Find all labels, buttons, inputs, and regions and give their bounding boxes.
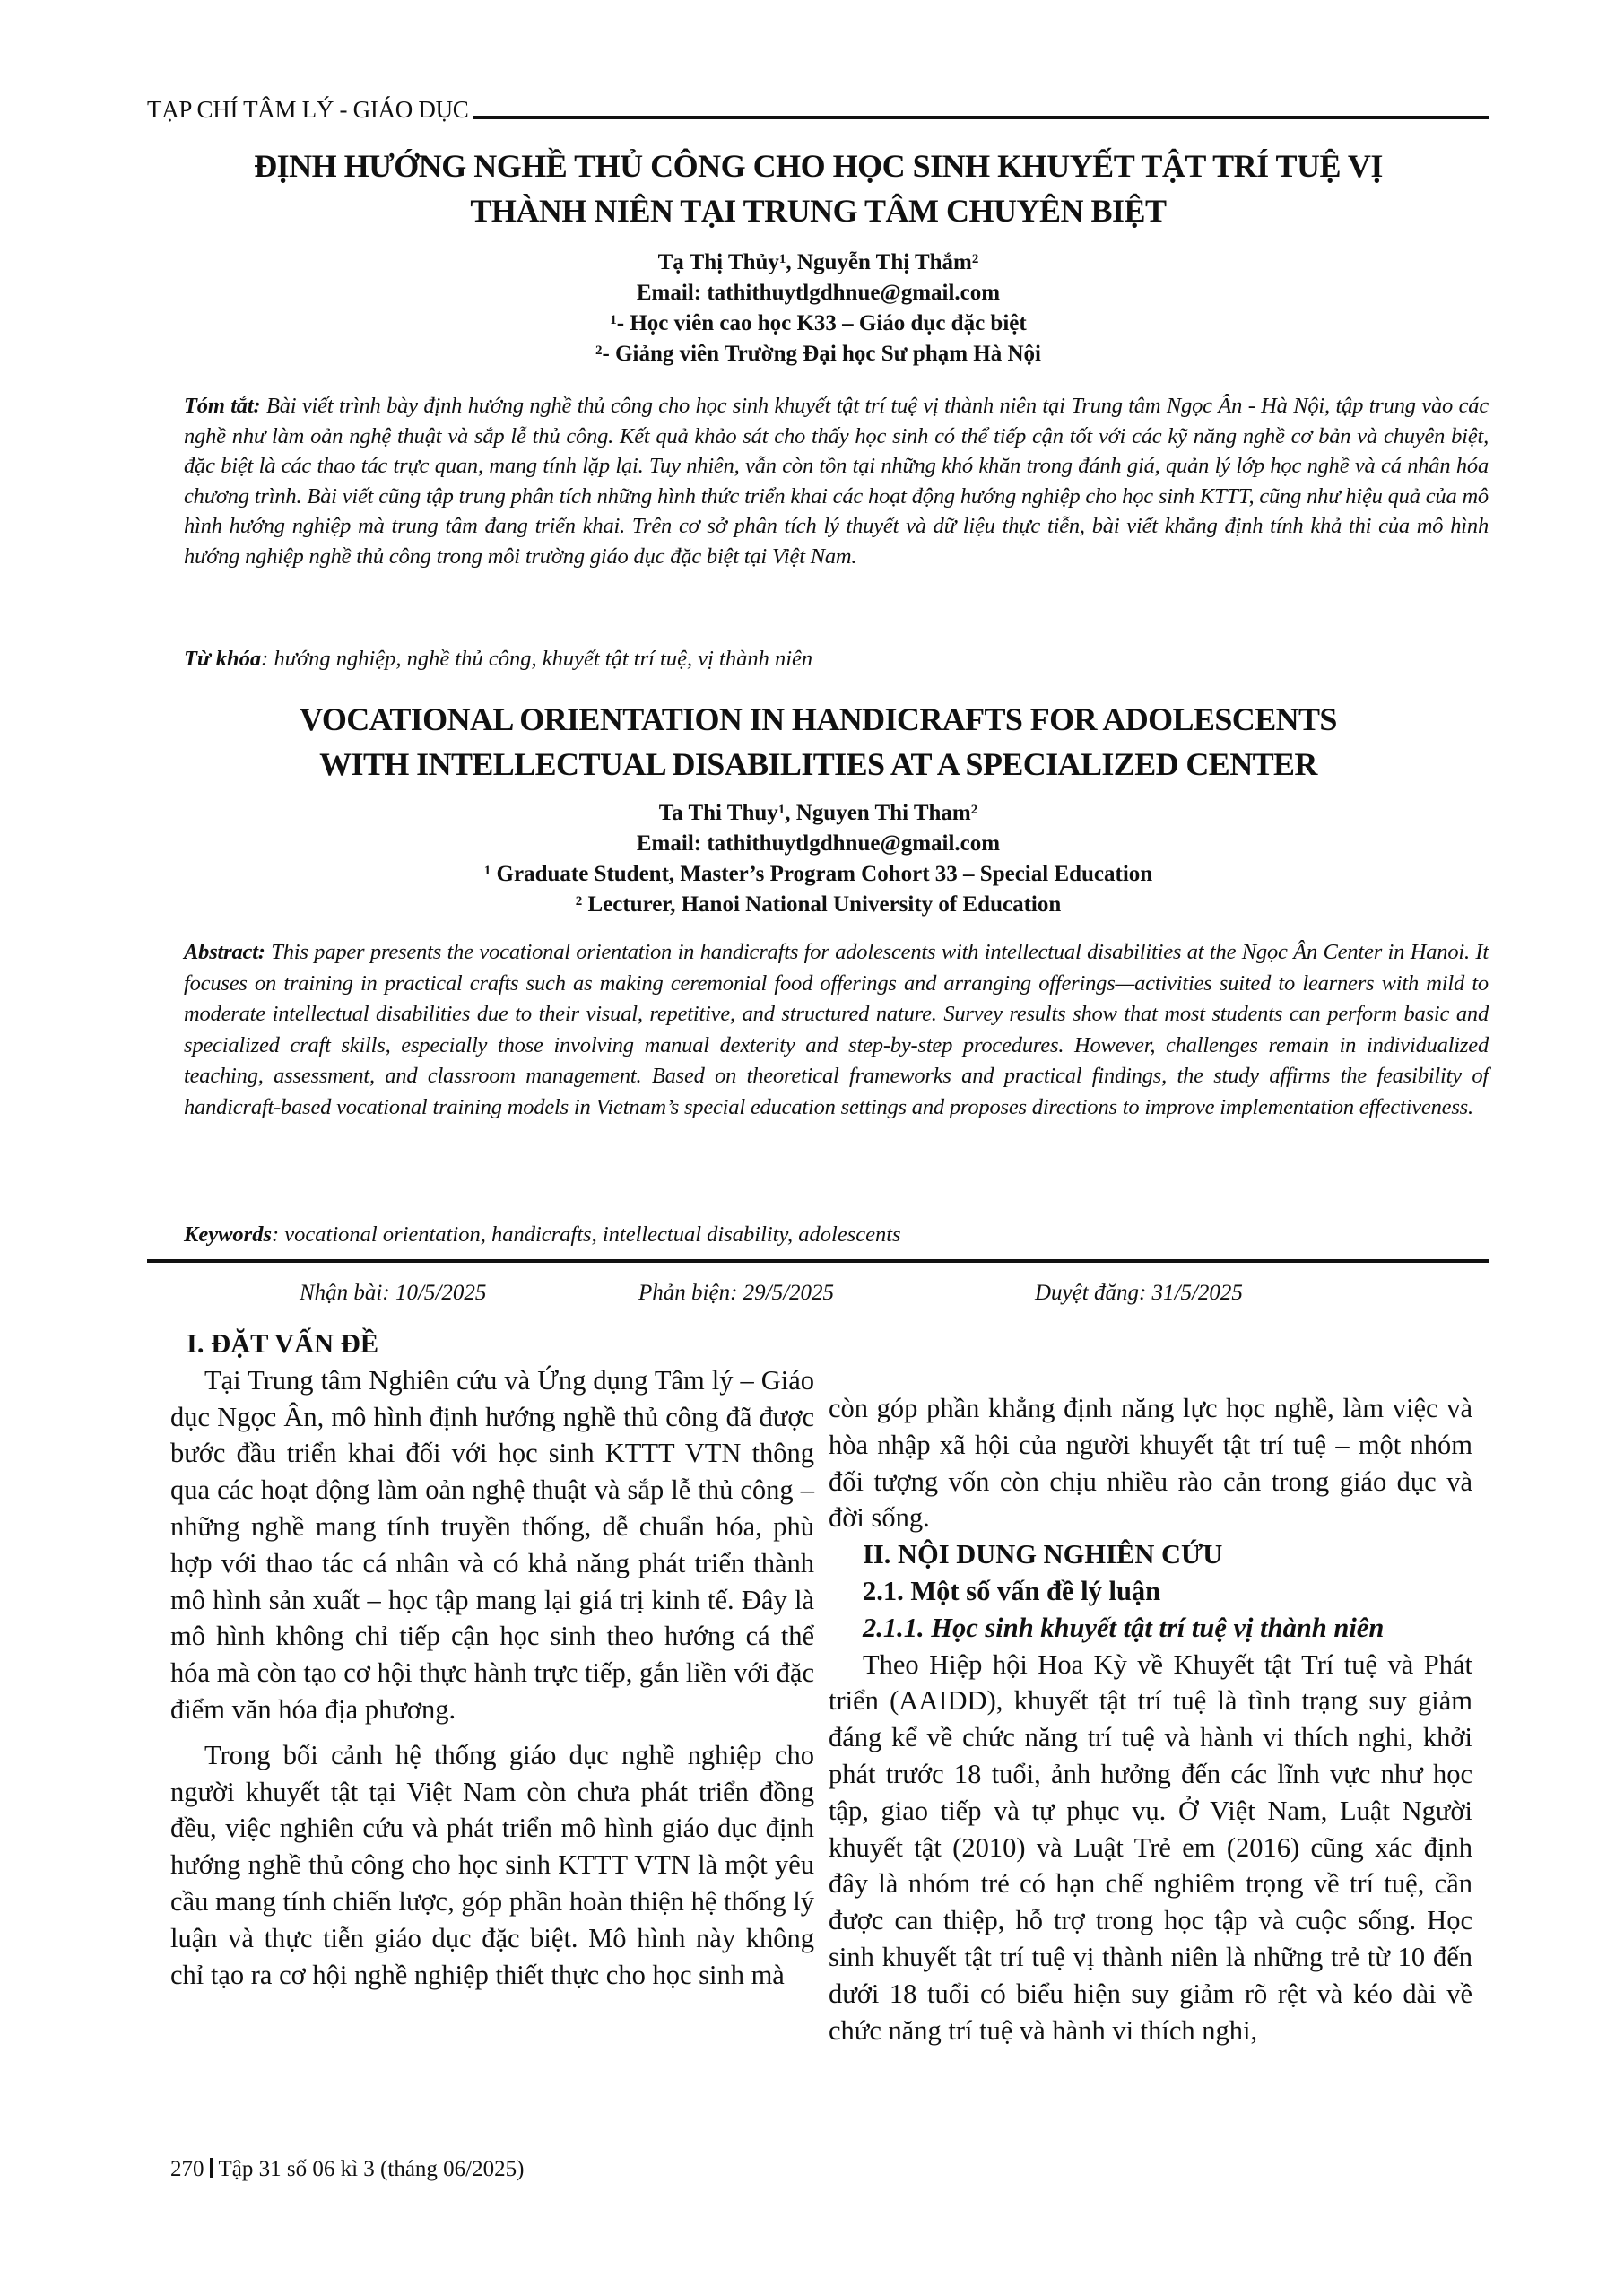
keywords-vi bbox=[184, 644, 1489, 674]
title-vi-line1: ĐỊNH HƯỚNG NGHỀ THỦ CÔNG CHO HỌC SINH KHUYẾT TẬT TRÍ TUỆ VỊ bbox=[254, 148, 1383, 184]
title-en-line1: VOCATIONAL ORIENTATION IN HANDICRAFTS FOR ADOLESCENTS bbox=[300, 701, 1337, 737]
author2-name-en: Nguyen Thi Tham bbox=[795, 801, 971, 825]
author2-sup-en: 2 bbox=[970, 803, 978, 817]
journal-name: TẠP CHÍ TÂM LÝ - GIÁO DỤC bbox=[147, 96, 469, 123]
affil1-text-en: Graduate Student, Master’s Program Cohort 33 – Special Education bbox=[491, 862, 1153, 886]
section-divider bbox=[147, 1259, 1489, 1263]
page-number: 270 bbox=[170, 2157, 204, 2181]
author-sep-en: , bbox=[785, 801, 796, 825]
affil1-text: - Học viên cao học K33 – Giáo dục đặc biệt bbox=[616, 311, 1027, 335]
author-names-en bbox=[147, 798, 1489, 829]
authors-en bbox=[147, 798, 1489, 920]
affiliation2-vi bbox=[147, 339, 1489, 370]
keywords-en-label: Keywords bbox=[184, 1222, 272, 1247]
author1-name-en: Ta Thi Thuy bbox=[658, 801, 778, 825]
section-heading-2: II. NỘI DUNG NGHIÊN CỨU bbox=[863, 1539, 1223, 1570]
keywords-vi-label: Từ khóa bbox=[184, 647, 262, 671]
paragraph: Theo Hiệp hội Hoa Kỳ về Khuyết tật Trí tuệ và Phát triển (AAIDD), khuyết tật trí tuệ là tình trạng suy giảm đáng kể về chức năng trí tuệ và hành vi thích nghi, khởi phát trước 18 tuổi, ảnh hưởng đến các lĩnh vực như học tập, giao tiếp và tự phục vụ. Ở Việt Nam, Luật Người khuyết tật (2010) và Luật Trẻ em (2016) cũng xác định đây là nhóm trẻ có hạn chế nghiêm trọng về trí tuệ, cần được can thiệp, hỗ trợ trong học tập và cuộc sống. Học sinh khuyết tật trí tuệ vị thành niên là những trẻ từ 10 đến dưới 18 tuổi có biểu hiện suy giảm rõ rệt và kéo dài về chức năng trí tuệ và hành vi thích nghi, bbox=[829, 1648, 1472, 2046]
abstract-vi bbox=[184, 391, 1489, 571]
article-dates bbox=[147, 1281, 1489, 1313]
abstract-vi-label: Tóm tắt: bbox=[184, 394, 261, 418]
abstract-vi-text: Bài viết trình bày định hướng nghề thủ công cho học sinh khuyết tật trí tuệ vị thành niên tại Trung tâm Ngọc Ân - Hà Nội, tập trung vào các nghề như làm oản nghệ thuật và sắp lễ thủ công. Kết quả khảo sát cho thấy học sinh có thể tiếp cận tốt với các kỹ năng nghề cơ bản và chuyên biệt, đặc biệt là các thao tác trực quan, mang tính lặp lại. Tuy nhiên, vẫn còn tồn tại những khó khăn trong đánh giá, quản lý lớp học nghề và cá nhân hóa chương trình. Bài viết cũng tập trung phân tích những hình thức triển khai các hoạt động hướng nghiệp cho học sinh KTTT, cũng như hiệu quả của mô hình hướng nghiệp mà trung tâm đang triển khai. Trên cơ sở phân tích lý thuyết và dữ liệu thực tiễn, bài viết khẳng định tính khả thi của mô hình hướng nghiệp nghề thủ công trong môi trường giáo dục đặc biệt tại Việt Nam. bbox=[184, 394, 1489, 569]
subsection-heading-2-1-1: 2.1.1. Học sinh khuyết tật trí tuệ vị thành niên bbox=[863, 1612, 1385, 1643]
title-en-line2: WITH INTELLECTUAL DISABILITIES AT A SPECIALIZED CENTER bbox=[319, 746, 1317, 782]
author1-sup-en: 1 bbox=[777, 803, 786, 817]
author1-name: Tạ Thị Thủy bbox=[657, 250, 779, 274]
date-received: Nhận bài: 10/5/2025 bbox=[300, 1281, 487, 1305]
affiliation1-vi bbox=[147, 309, 1489, 339]
date-accepted: Duyệt đăng: 31/5/2025 bbox=[1035, 1281, 1243, 1305]
page-footer bbox=[170, 2157, 524, 2182]
keywords-en-text: : vocational orientation, handicrafts, intellectual disability, adolescents bbox=[272, 1222, 901, 1247]
body-column-left bbox=[170, 1326, 814, 1993]
title-vi bbox=[147, 144, 1489, 233]
subsection-heading-2-1: 2.1. Một số vấn đề lý luận bbox=[863, 1575, 1161, 1606]
abstract-en bbox=[184, 937, 1489, 1123]
header-rule bbox=[473, 116, 1490, 119]
affil1-sup: 1 bbox=[610, 313, 617, 327]
title-en bbox=[147, 697, 1489, 787]
affil1-sup-en: 1 bbox=[483, 864, 491, 878]
section-heading-1: I. ĐẶT VẤN ĐỀ bbox=[187, 1328, 379, 1359]
abstract-en-text: This paper presents the vocational orientation in handicrafts for adolescents with intellectual disabilities at the Ngọc Ân Center in Hanoi. It focuses on training in practical crafts such as making ceremonial food offerings and arranging offerings—activities suited to learners with mild to moderate intellectual disabilities due to their visual, repetitive, and structured nature. Survey results show that most students can perform basic and specialized craft skills, especially those involving manual dexterity and step-by-step procedures. However, challenges remain in individualized teaching, assessment, and classroom management. Based on theoretical frameworks and practical findings, the study affirms the feasibility of handicraft-based vocational training models in Vietnam’s special education settings and proposes directions to improve implementation effectiveness. bbox=[184, 940, 1489, 1119]
author-email-vi[interactable]: Email: tathithuytlgdhnue@gmail.com bbox=[636, 281, 1001, 305]
affil2-text: - Giảng viên Trường Đại học Sư phạm Hà Nội bbox=[602, 342, 1041, 366]
author-email-en[interactable]: Email: tathithuytlgdhnue@gmail.com bbox=[636, 831, 1001, 856]
author2-name: Nguyễn Thị Thắm bbox=[796, 250, 972, 274]
keywords-en bbox=[184, 1220, 1489, 1250]
keywords-vi-text: : hướng nghiệp, nghề thủ công, khuyết tật trí tuệ, vị thành niên bbox=[261, 647, 813, 671]
affil2-text-en: Lecturer, Hanoi National University of Education bbox=[582, 892, 1062, 917]
paragraph: Tại Trung tâm Nghiên cứu và Ứng dụng Tâm lý – Giáo dục Ngọc Ân, mô hình định hướng nghề thủ công đã được bước đầu triển khai đối với học sinh KTTT VTN thông qua các hoạt động làm oản nghệ thuật và sắp lễ thủ công – những nghề mang tính truyền thống, dễ chuẩn hóa, phù hợp với thao tác cá nhân và có khả năng phát triển thành mô hình sản xuất – học tập mang lại giá trị kinh tế. Đây là mô hình không chỉ tiếp cận học sinh theo hướng cá thể hóa mà còn tạo cơ hội thực hành trực tiếp, gắn liền với đặc điểm văn hóa địa phương. bbox=[170, 1364, 814, 1725]
issue-info: Tập 31 số 06 kì 3 (tháng 06/2025) bbox=[218, 2157, 525, 2181]
paragraph-continued: còn góp phần khẳng định năng lực học nghề, làm việc và hòa nhập xã hội của người khuyết tật trí tuệ – một nhóm đối tượng vốn còn chịu nhiều rào cản trong giáo dục và đời sống. bbox=[829, 1393, 1472, 1534]
affiliation2-en bbox=[147, 890, 1489, 920]
authors-vi bbox=[147, 248, 1489, 370]
author-names-vi bbox=[147, 248, 1489, 278]
paragraph: Trong bối cảnh hệ thống giáo dục nghề nghiệp cho người khuyết tật tại Việt Nam còn chưa phát triển đồng đều, việc nghiên cứu và phát triển mô hình giáo dục định hướng nghề thủ công cho học sinh KTTT VTN là một yêu cầu mang tính chiến lược, góp phần hoàn thiện hệ thống lý luận và thực tiễn giáo dục đặc biệt. Mô hình này không chỉ tạo ra cơ hội nghề nghiệp thiết thực cho học sinh mà bbox=[170, 1739, 814, 1990]
running-header bbox=[147, 86, 1489, 122]
body-column-right bbox=[829, 1390, 1472, 2048]
affil2-sup: 2 bbox=[595, 344, 603, 358]
affil2-sup-en: 2 bbox=[575, 894, 583, 909]
footer-separator bbox=[210, 2158, 213, 2178]
author-sep: , bbox=[786, 250, 797, 274]
author2-sup: 2 bbox=[971, 252, 979, 266]
date-reviewed: Phản biện: 29/5/2025 bbox=[638, 1281, 835, 1305]
title-vi-line2: THÀNH NIÊN TẠI TRUNG TÂM CHUYÊN BIỆT bbox=[470, 193, 1167, 229]
affiliation1-en bbox=[147, 859, 1489, 890]
abstract-en-label: Abstract: bbox=[184, 940, 265, 964]
author1-sup: 1 bbox=[778, 252, 786, 266]
